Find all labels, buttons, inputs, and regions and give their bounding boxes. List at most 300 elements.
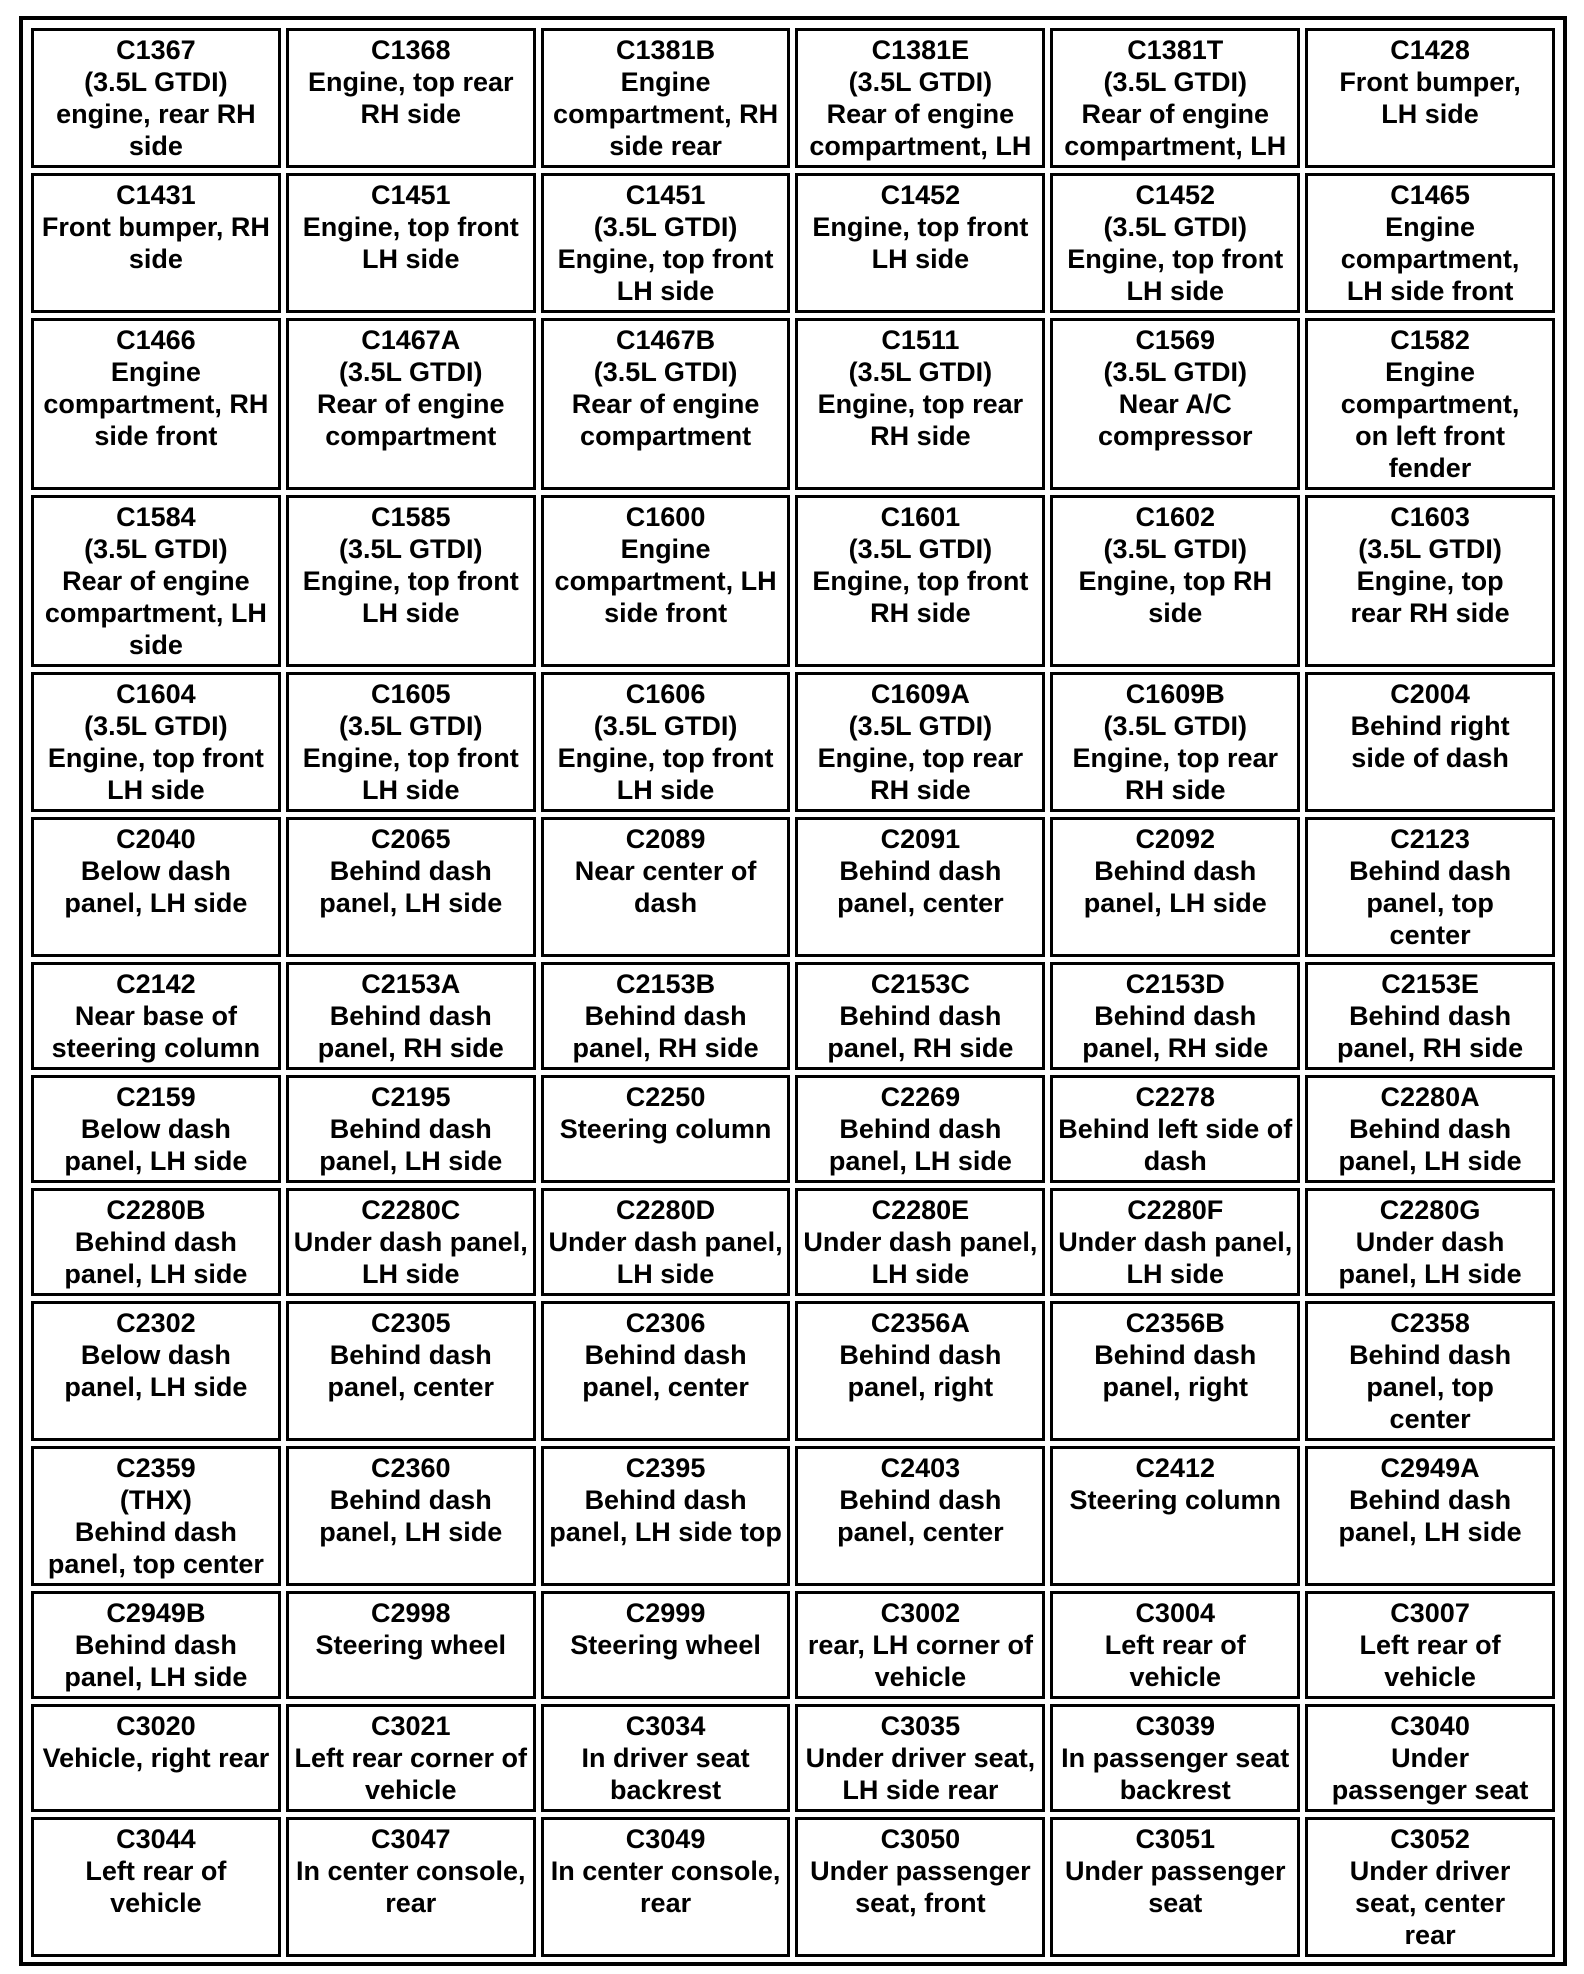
connector-cell [31, 1075, 281, 1183]
connector-id: C1582 [1390, 325, 1470, 355]
connector-id: C1368 [370, 35, 451, 65]
connector-location-text: Behind left side of [1058, 1114, 1293, 1144]
connector-cell [286, 1301, 536, 1441]
connector-location-text: Engine, top rear [307, 67, 514, 97]
connector-cell [1305, 1817, 1555, 1957]
connector-id: C1467B [616, 325, 716, 355]
connector-location-text: LH side [616, 1259, 715, 1289]
table-row [31, 318, 1555, 490]
connector-location-text: Near A/C [1118, 389, 1232, 419]
connector-location-text: panel, LH side [64, 888, 248, 918]
connector-id: C2269 [880, 1082, 961, 1112]
connector-id: C2280E [871, 1195, 970, 1225]
connector-cell [1305, 173, 1555, 313]
connector-cell [541, 817, 791, 957]
connector-location-text: (3.5L GTDI) [1103, 711, 1247, 741]
connector-location-text: Engine, top front [812, 212, 1029, 242]
connector-cell [1050, 1704, 1300, 1812]
connector-cell [541, 173, 791, 313]
connector-location-text: seat [1148, 1888, 1203, 1918]
connector-cell [1305, 1704, 1555, 1812]
connector-location-text: vehicle [1129, 1662, 1221, 1692]
connector-location-text: Behind dash [839, 1485, 1002, 1515]
connector-location-text: Behind dash [839, 1340, 1002, 1370]
connector-location-text: In center console, [550, 1856, 781, 1886]
connector-location-text: side of dash [1351, 743, 1509, 773]
connector-location-text: Near center of [574, 856, 757, 886]
connector-cell [286, 1446, 536, 1586]
connector-cell [795, 495, 1045, 667]
connector-location-text: side front [604, 598, 728, 628]
connector-location-text: Engine, top front [812, 566, 1029, 596]
connector-location-text: (3.5L GTDI) [593, 357, 738, 387]
connector-location-text: LH side [1381, 99, 1479, 129]
connector-id: C3040 [1390, 1711, 1470, 1741]
connector-location-text: Under passenger [810, 1856, 1031, 1886]
connector-id: C3020 [116, 1711, 196, 1741]
connector-location-text: side rear [609, 131, 722, 161]
connector-location-text: Engine [1385, 357, 1476, 387]
connector-id: C2999 [625, 1598, 706, 1628]
connector-id: C1452 [880, 180, 961, 210]
connector-location-text: passenger seat [1331, 1775, 1529, 1805]
connector-location-text: Steering wheel [315, 1630, 507, 1660]
connector-cell [286, 1188, 536, 1296]
connector-id: C2412 [1135, 1453, 1216, 1483]
connector-location-text: panel, RH side [1082, 1033, 1269, 1063]
connector-location-text: Rear of engine [316, 389, 505, 419]
connector-id: C1584 [116, 502, 196, 532]
connector-cell [1050, 817, 1300, 957]
connector-cell [795, 173, 1045, 313]
connector-id: C2358 [1390, 1308, 1470, 1338]
connector-location-text: fender [1388, 453, 1472, 483]
connector-location-text: Left rear of [1359, 1630, 1501, 1660]
connector-location-text: Behind dash [1349, 1001, 1512, 1031]
connector-cell [31, 817, 281, 957]
connector-location-text: (3.5L GTDI) [338, 711, 483, 741]
connector-id: C2195 [370, 1082, 451, 1112]
connector-location-text: Behind dash [329, 856, 492, 886]
connector-location-text: center [1389, 920, 1471, 950]
connector-cell [286, 495, 536, 667]
connector-id: C1603 [1390, 502, 1470, 532]
connector-location-text: Steering column [1069, 1485, 1281, 1515]
connector-location-text: panel, RH side [572, 1033, 759, 1063]
connector-location-text: panel, RH side [827, 1033, 1014, 1063]
connector-id: C1381E [871, 35, 970, 65]
connector-id: C1428 [1390, 35, 1470, 65]
connector-cell [31, 173, 281, 313]
connector-location-text: RH side [870, 775, 971, 805]
connector-cell [1050, 173, 1300, 313]
connector-cell [31, 28, 281, 168]
connector-id: C2091 [880, 824, 961, 854]
connector-location-text: Behind dash [1349, 1340, 1512, 1370]
connector-location-text: compartment, LH [1064, 131, 1287, 161]
table-row [31, 1301, 1555, 1441]
connector-cell [541, 1817, 791, 1957]
connector-location-text: Under passenger [1064, 1856, 1286, 1886]
table-body [31, 28, 1555, 1957]
connector-location-text: Below dash [80, 856, 231, 886]
connector-id: C1381B [616, 35, 716, 65]
connector-location-text: Engine, top RH [1078, 566, 1272, 596]
connector-location-text: panel, top center [47, 1549, 264, 1579]
connector-cell [795, 1188, 1045, 1296]
connector-location-text: engine, rear RH [56, 99, 256, 129]
connector-id: C1451 [370, 180, 451, 210]
connector-cell [541, 1188, 791, 1296]
connector-location-text: Under dash [1355, 1227, 1505, 1257]
connector-id: C2280B [106, 1195, 206, 1225]
connector-location-text: side [128, 630, 183, 660]
connector-id: C2280C [361, 1195, 461, 1225]
connector-cell [1305, 318, 1555, 490]
connector-id: C1451 [625, 180, 706, 210]
connector-location-text: (3.5L GTDI) [848, 357, 993, 387]
connector-location-text: Behind dash [584, 1340, 747, 1370]
connector-location-text: Under dash panel, [293, 1227, 528, 1257]
connector-location-text: Behind dash [1349, 1485, 1512, 1515]
connector-location-text: LH side [361, 244, 460, 274]
connector-location-text: Behind dash [839, 1114, 1002, 1144]
connector-location-text: panel, LH side [64, 1146, 248, 1176]
connector-location-text: LH side rear [842, 1775, 999, 1805]
connector-location-text: rear [640, 1888, 692, 1918]
connector-location-text: panel, center [837, 1517, 1004, 1547]
connector-location-text: Behind dash [329, 1485, 492, 1515]
connector-location-text: Behind dash [1094, 856, 1257, 886]
connector-location-text: compartment [325, 421, 497, 451]
connector-location-text: Below dash [80, 1340, 231, 1370]
connector-id: C1452 [1135, 180, 1216, 210]
connector-id: C2004 [1390, 679, 1470, 709]
connector-id: C2089 [625, 824, 706, 854]
connector-location-text: Engine, top front [302, 743, 519, 773]
connector-location-text: Engine [620, 534, 711, 564]
connector-location-text: LH side [1126, 276, 1224, 306]
connector-location-text: Behind dash [1094, 1001, 1257, 1031]
table-row [31, 173, 1555, 313]
connector-cell [1305, 28, 1555, 168]
connector-location-text: side [1148, 598, 1203, 628]
connector-location-text: LH side [616, 775, 715, 805]
connector-id: C3007 [1390, 1598, 1470, 1628]
connector-location-text: center [1389, 1404, 1471, 1434]
connector-location-text: vehicle [364, 1775, 457, 1805]
connector-location-text: In center console, [295, 1856, 526, 1886]
connector-location-text: Behind dash [839, 856, 1002, 886]
connector-id: C1569 [1135, 325, 1216, 355]
table-row [31, 962, 1555, 1070]
connector-cell [31, 318, 281, 490]
connector-cell [1305, 1188, 1555, 1296]
connector-location-text: Engine, top rear [817, 743, 1024, 773]
connector-location-text: panel, LH side [1338, 1517, 1522, 1547]
connector-id: C2998 [370, 1598, 451, 1628]
connector-location-text: rear, LH corner of [807, 1630, 1033, 1660]
table-row [31, 28, 1555, 168]
connector-location-text: panel, RH side [1337, 1033, 1524, 1063]
connector-location-text: Front bumper, RH [41, 212, 270, 242]
connector-cell [286, 173, 536, 313]
connector-cell [1305, 495, 1555, 667]
table-row [31, 1188, 1555, 1296]
connector-id: C2280G [1379, 1195, 1481, 1225]
connector-location-text: vehicle [874, 1662, 967, 1692]
connector-cell [1050, 1188, 1300, 1296]
connector-cell [1050, 1301, 1300, 1441]
connector-location-text: panel, LH side [1083, 888, 1267, 918]
connector-location-text: Behind dash [584, 1001, 747, 1031]
connector-location-text: Engine, top rear [1072, 743, 1278, 773]
connector-id: C2040 [116, 824, 196, 854]
connector-cell [286, 1591, 536, 1699]
connector-id: C2302 [116, 1308, 196, 1338]
connector-location-text: panel, center [582, 1372, 749, 1402]
connector-location-text: LH side [871, 244, 970, 274]
connector-location-text: Under dash panel, [1058, 1227, 1293, 1257]
connector-location-text: Under dash panel, [803, 1227, 1038, 1257]
connector-location-text: Behind dash [1094, 1340, 1257, 1370]
connector-location-text: (3.5L GTDI) [1103, 357, 1247, 387]
connector-location-text: rear [1404, 1920, 1456, 1950]
connector-location-text: In passenger seat [1061, 1743, 1290, 1773]
table-row [31, 1446, 1555, 1586]
connector-cell [795, 28, 1045, 168]
connector-id: C3044 [116, 1824, 196, 1854]
connector-location-text: Engine, top front [557, 743, 774, 773]
connector-location-text: Behind dash [329, 1001, 492, 1031]
connector-id: C2949B [106, 1598, 206, 1628]
connector-location-text: backrest [1119, 1775, 1231, 1805]
connector-location-text: (3.5L GTDI) [338, 357, 483, 387]
connector-cell [286, 962, 536, 1070]
connector-cell [286, 672, 536, 812]
connector-cell [1305, 1591, 1555, 1699]
connector-cell [541, 495, 791, 667]
connector-location-text: panel, right [1102, 1372, 1248, 1402]
connector-location-text: Left rear of [1104, 1630, 1246, 1660]
table-row [31, 672, 1555, 812]
connector-location-text: seat, front [855, 1888, 986, 1918]
connector-location-text: panel, LH side [319, 1146, 503, 1176]
connector-location-text: side front [94, 421, 218, 451]
connector-id: C1381T [1127, 35, 1224, 65]
connector-location-text: (3.5L GTDI) [84, 711, 228, 741]
connector-cell [1050, 495, 1300, 667]
connector-id: C2359 [116, 1453, 196, 1483]
connector-cell [1050, 672, 1300, 812]
connector-location-text: panel, top [1366, 1372, 1494, 1402]
connector-cell [1050, 1075, 1300, 1183]
connector-location-text: (3.5L GTDI) [593, 212, 738, 242]
connector-id: C1606 [625, 679, 706, 709]
connector-cell [31, 1188, 281, 1296]
connector-location-text: Vehicle, right rear [42, 1743, 270, 1773]
connector-id: C3050 [880, 1824, 961, 1854]
connector-id: C2153B [616, 969, 716, 999]
connector-id: C1431 [116, 180, 196, 210]
connector-cell [286, 1817, 536, 1957]
connector-cell [795, 1591, 1045, 1699]
connector-id: C2395 [625, 1453, 706, 1483]
connector-location-text: compartment, [1340, 389, 1520, 419]
connector-location-text: panel, LH side [319, 888, 503, 918]
connector-cell [795, 318, 1045, 490]
connector-id: C2092 [1135, 824, 1216, 854]
connector-id: C2250 [625, 1082, 706, 1112]
connector-location-text: compartment [580, 421, 752, 451]
table-row [31, 817, 1555, 957]
connector-location-text: Engine, top rear [817, 389, 1024, 419]
connector-location-text: on left front [1355, 421, 1506, 451]
connector-cell [31, 672, 281, 812]
connector-location-text: Behind dash [584, 1485, 747, 1515]
connector-id: C3035 [880, 1711, 961, 1741]
connector-location-text: In driver seat [581, 1743, 750, 1773]
connector-cell [1305, 1301, 1555, 1441]
connector-location-text: compartment, RH [43, 389, 269, 419]
connector-cell [1050, 28, 1300, 168]
connector-id: C1609A [870, 679, 970, 709]
connector-location-text: compartment, LH [554, 566, 777, 596]
connector-id: C1467A [361, 325, 461, 355]
connector-id: C2280D [616, 1195, 716, 1225]
connector-location-text: LH side [361, 775, 460, 805]
connector-location-text: Steering column [559, 1114, 772, 1144]
connector-id: C2123 [1390, 824, 1470, 854]
connector-id: C2159 [116, 1082, 196, 1112]
connector-id: C3052 [1390, 1824, 1470, 1854]
connector-location-text: (THX) [119, 1485, 192, 1515]
connector-location-text: LH side front [1346, 276, 1514, 306]
connector-location-text: (3.5L GTDI) [1103, 67, 1247, 97]
connector-location-text: Behind right [1350, 711, 1510, 741]
connector-location-text: compressor [1097, 421, 1253, 451]
connector-location-sheet [19, 16, 1567, 1966]
connector-location-text: (3.5L GTDI) [338, 534, 483, 564]
connector-id: C3034 [625, 1711, 706, 1741]
connector-cell [795, 672, 1045, 812]
connector-id: C1609B [1125, 679, 1225, 709]
connector-location-text: LH side [871, 1259, 970, 1289]
connector-location-text: LH side [616, 276, 715, 306]
connector-cell [31, 495, 281, 667]
connector-id: C2153E [1381, 969, 1479, 999]
connector-location-text: Behind dash [74, 1227, 237, 1257]
connector-id: C2153C [870, 969, 970, 999]
connector-location-text: panel, LH side [64, 1662, 248, 1692]
connector-location-text: (3.5L GTDI) [1103, 534, 1247, 564]
connector-id: C2280F [1127, 1195, 1224, 1225]
connector-location-text: (3.5L GTDI) [84, 67, 228, 97]
connector-cell [31, 1704, 281, 1812]
connector-location-text: Behind dash [1349, 856, 1512, 886]
connector-cell [795, 1075, 1045, 1183]
connector-cell [1050, 1591, 1300, 1699]
connector-cell [541, 1446, 791, 1586]
connector-location-text: Under driver seat, [805, 1743, 1036, 1773]
connector-id: C2360 [370, 1453, 451, 1483]
connector-cell [541, 1301, 791, 1441]
connector-location-text: panel, LH side [1338, 1259, 1522, 1289]
connector-cell [286, 28, 536, 168]
connector-location-text: LH side [1126, 1259, 1224, 1289]
connector-cell [1305, 1446, 1555, 1586]
connector-id: C2356B [1125, 1308, 1225, 1338]
connector-id: C1604 [116, 679, 196, 709]
connector-cell [541, 962, 791, 1070]
connector-location-text: Engine [1385, 212, 1476, 242]
connector-id: C2142 [116, 969, 196, 999]
connector-cell [541, 1075, 791, 1183]
connector-id: C2278 [1135, 1082, 1216, 1112]
connector-id: C3002 [880, 1598, 961, 1628]
connector-location-text: Behind dash [329, 1340, 492, 1370]
connector-cell [1305, 1075, 1555, 1183]
connector-cell [31, 1301, 281, 1441]
connector-location-text: (3.5L GTDI) [848, 534, 993, 564]
connector-location-text: panel, center [327, 1372, 495, 1402]
connector-location-text: Rear of engine [826, 99, 1015, 129]
connector-location-text: compartment, LH [809, 131, 1032, 161]
connector-cell [795, 1446, 1045, 1586]
connector-location-text: compartment, LH [44, 598, 267, 628]
connector-location-text: Engine, top front [302, 212, 519, 242]
connector-id: C2305 [370, 1308, 451, 1338]
connector-id: C2949A [1380, 1453, 1480, 1483]
connector-location-text: Rear of engine [1081, 99, 1269, 129]
connector-id: C3049 [625, 1824, 706, 1854]
connector-location-text: Under dash panel, [548, 1227, 783, 1257]
connector-location-text: rear RH side [1350, 598, 1510, 628]
connector-location-text: panel, LH side [1338, 1146, 1522, 1176]
connector-cell [541, 28, 791, 168]
connector-cell [31, 1817, 281, 1957]
connector-location-table [26, 23, 1560, 1962]
connector-cell [31, 1446, 281, 1586]
connector-location-text: RH side [870, 421, 971, 451]
connector-location-text: Under [1391, 1743, 1470, 1773]
connector-location-text: side [128, 244, 183, 274]
connector-cell [1050, 318, 1300, 490]
connector-location-text: (3.5L GTDI) [593, 711, 738, 741]
connector-location-text: RH side [1124, 775, 1226, 805]
connector-id: C3051 [1135, 1824, 1216, 1854]
connector-location-text: panel, RH side [317, 1033, 504, 1063]
connector-cell [1305, 817, 1555, 957]
connector-cell [795, 817, 1045, 957]
connector-cell [286, 318, 536, 490]
connector-location-text: steering column [51, 1033, 261, 1063]
connector-location-text: Engine, top front [47, 743, 264, 773]
table-row [31, 495, 1555, 667]
connector-id: C1511 [881, 325, 960, 355]
table-row [31, 1075, 1555, 1183]
connector-location-text: side [128, 131, 183, 161]
connector-location-text: panel, LH side [64, 1372, 248, 1402]
connector-location-text: Behind dash [74, 1630, 237, 1660]
connector-location-text: (3.5L GTDI) [848, 67, 993, 97]
connector-location-text: compartment, [1340, 244, 1520, 274]
connector-id: C2280A [1380, 1082, 1480, 1112]
connector-cell [541, 672, 791, 812]
connector-location-text: seat, center [1355, 1888, 1506, 1918]
connector-id: C3039 [1135, 1711, 1216, 1741]
connector-id: C2065 [370, 824, 451, 854]
